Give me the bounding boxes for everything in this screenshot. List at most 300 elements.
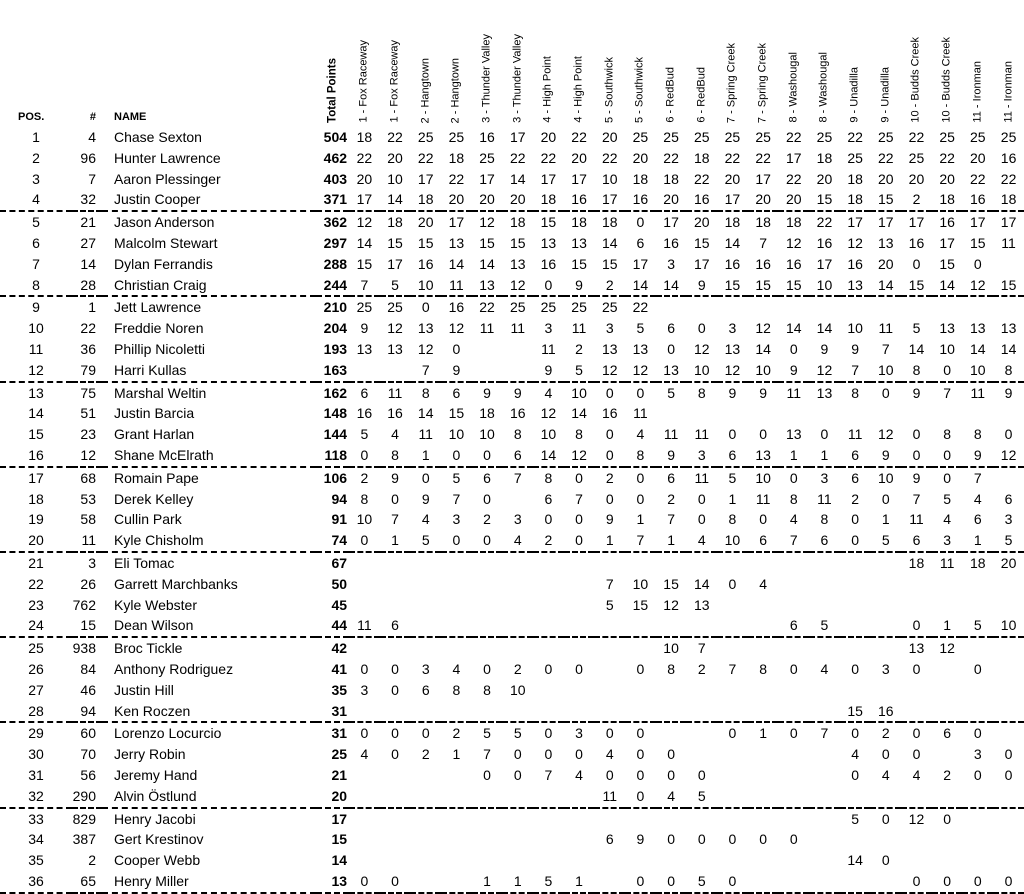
table-row	[0, 467, 1024, 489]
moto-points-cell: 0	[697, 831, 706, 848]
moto-points-cell	[778, 871, 809, 893]
moto-points-cell	[778, 786, 809, 808]
moto-points-cell: 7	[605, 575, 614, 592]
moto-points-cell	[748, 765, 779, 786]
moto-points-cell	[993, 254, 1024, 275]
moto-points-cell: 25	[816, 129, 833, 145]
moto-points-cell: 0	[901, 445, 932, 467]
moto-points-cell: 3	[728, 320, 737, 337]
moto-points-cell	[840, 296, 871, 318]
rider-number-cell: 51	[80, 405, 96, 422]
moto-points-cell: 11	[755, 490, 771, 507]
moto-points-cell: 12	[809, 360, 840, 382]
rider-number-cell: 84	[80, 660, 96, 677]
moto-points-cell: 0	[391, 746, 399, 763]
moto-points-cell	[717, 850, 748, 871]
moto-points-cell: 17	[693, 255, 710, 272]
moto-points-cell: 15	[809, 189, 840, 211]
moto-points-cell: 11	[1001, 234, 1016, 251]
moto-points-cell: 11	[418, 426, 433, 443]
rider-number-cell: 21	[80, 214, 96, 231]
moto-points-cell	[840, 680, 871, 701]
moto-points-cell	[809, 871, 840, 893]
moto-points-cell	[564, 552, 595, 574]
moto-points-cell: 14	[785, 320, 802, 337]
moto-points-cell: 7	[391, 511, 399, 528]
moto-points-cell: 18	[663, 170, 679, 187]
total-points-cell: 148	[323, 405, 348, 422]
moto-points-cell: 0	[483, 490, 491, 507]
rider-name-cell: Dylan Ferrandis	[114, 255, 213, 272]
moto-points-cell: 0	[973, 766, 982, 783]
moto-points-cell: 20	[939, 170, 955, 187]
moto-points-cell	[962, 786, 993, 808]
moto-points-cell	[686, 680, 717, 701]
rider-name-cell: Garrett Marchbanks	[114, 575, 238, 592]
round-header-label: 5 - Southwick	[603, 56, 616, 123]
moto-points-cell: 9	[728, 384, 737, 401]
total-points-cell: 15	[331, 831, 348, 848]
moto-points-cell	[901, 701, 932, 723]
total-points-header-label: Total Points	[326, 58, 339, 123]
moto-points-cell: 0	[636, 725, 645, 742]
moto-points-cell	[717, 808, 748, 830]
moto-points-cell	[349, 637, 380, 659]
total-points-cell: 67	[331, 554, 348, 571]
moto-points-cell: 7	[625, 530, 656, 552]
moto-points-cell: 9	[686, 275, 717, 297]
moto-points-cell: 2	[605, 469, 614, 486]
position-cell: 17	[28, 469, 44, 486]
moto-points-cell	[870, 871, 901, 893]
moto-points-cell	[564, 615, 595, 637]
moto-points-cell: 12	[993, 445, 1024, 467]
position-cell: 30	[28, 746, 44, 763]
moto-points-cell: 16	[479, 129, 495, 145]
moto-points-cell	[472, 786, 503, 808]
moto-points-cell: 3	[452, 511, 461, 528]
rider-number-cell: 762	[72, 596, 96, 613]
moto-points-cell: 5	[360, 426, 369, 443]
moto-points-cell	[625, 850, 656, 871]
moto-points-cell: 14	[1000, 340, 1017, 357]
total-points-cell: 144	[323, 426, 348, 443]
moto-points-cell: 1	[636, 511, 645, 528]
rider-name-cell: Henry Jacobi	[114, 810, 196, 827]
rider-name-cell: Derek Kelley	[114, 490, 194, 507]
moto-points-cell	[962, 701, 993, 723]
moto-points-cell: 17	[663, 214, 679, 231]
moto-points-cell: 8	[820, 511, 829, 528]
rider-number-cell: 22	[80, 320, 96, 337]
moto-points-cell	[748, 808, 779, 830]
moto-points-cell: 4	[636, 426, 645, 443]
moto-points-cell	[656, 680, 687, 701]
moto-points-cell: 2	[533, 530, 564, 552]
moto-points-cell	[932, 680, 963, 701]
moto-points-cell	[778, 744, 809, 765]
position-cell: 35	[28, 852, 44, 869]
moto-points-cell	[778, 296, 809, 318]
moto-points-cell: 5	[410, 530, 441, 552]
moto-points-cell: 16	[564, 189, 595, 211]
moto-points-cell: 12	[908, 810, 925, 827]
moto-points-cell	[962, 808, 993, 830]
rider-number-cell: 290	[72, 786, 102, 808]
moto-points-cell: 11	[970, 384, 986, 401]
moto-points-cell: 3	[575, 725, 583, 742]
moto-points-cell	[533, 701, 564, 723]
moto-points-cell	[809, 829, 840, 850]
position-cell: 31	[28, 766, 44, 783]
moto-points-cell: 9	[391, 469, 399, 486]
moto-points-cell: 22	[693, 170, 710, 187]
moto-points-cell	[778, 680, 809, 701]
moto-points-cell: 13	[693, 596, 710, 613]
moto-points-cell: 17	[448, 214, 465, 231]
moto-points-cell: 1	[932, 615, 963, 637]
moto-points-cell: 10	[993, 615, 1024, 637]
moto-points-cell	[380, 552, 411, 574]
moto-points-cell: 1	[502, 871, 533, 893]
position-cell: 28	[0, 701, 72, 723]
moto-points-cell: 1	[594, 530, 625, 552]
round-header	[962, 0, 993, 127]
moto-points-cell: 6	[421, 681, 430, 698]
rider-number-cell: 56	[80, 766, 96, 783]
table-row	[0, 615, 1024, 637]
moto-points-cell: 0	[656, 871, 687, 893]
moto-points-cell	[809, 808, 840, 830]
moto-points-cell: 7	[349, 275, 380, 297]
moto-points-cell	[748, 701, 779, 723]
position-cell: 24	[0, 615, 72, 637]
moto-points-cell: 12	[387, 320, 403, 337]
moto-points-cell	[993, 786, 1024, 808]
moto-points-cell	[778, 765, 809, 786]
moto-points-cell	[932, 829, 963, 850]
moto-points-cell: 0	[881, 490, 890, 507]
position-cell: 20	[0, 530, 72, 552]
table-row	[0, 296, 1024, 318]
moto-points-cell	[962, 637, 993, 659]
moto-points-cell: 18	[993, 189, 1024, 211]
rider-number-cell: 23	[80, 426, 96, 443]
moto-points-cell: 12	[594, 360, 625, 382]
moto-points-cell: 8	[697, 384, 706, 401]
moto-points-cell: 0	[441, 445, 472, 467]
table-row	[0, 530, 1024, 552]
position-cell: 11	[28, 340, 44, 357]
moto-points-cell: 8	[789, 490, 798, 507]
moto-points-cell: 7	[513, 469, 522, 486]
rider-number-cell: 28	[72, 275, 102, 297]
moto-points-cell: 0	[625, 786, 656, 808]
moto-points-cell: 18	[847, 170, 863, 187]
position-cell: 34	[28, 831, 44, 848]
moto-points-cell: 3	[360, 681, 369, 698]
moto-points-cell: 2	[697, 660, 706, 677]
rider-name-cell: Chase Sexton	[114, 129, 202, 145]
moto-points-cell: 25	[693, 129, 710, 145]
moto-points-cell	[349, 765, 380, 786]
moto-points-cell: 18	[755, 214, 771, 231]
moto-points-cell: 25	[908, 149, 925, 166]
moto-points-cell: 8	[483, 681, 491, 698]
moto-points-cell	[840, 637, 871, 659]
round-header	[778, 0, 809, 127]
moto-points-cell	[932, 786, 963, 808]
moto-points-cell	[748, 615, 779, 637]
moto-points-cell: 0	[881, 746, 890, 763]
rider-number-cell: 14	[80, 255, 96, 272]
moto-points-cell: 15	[601, 255, 618, 272]
round-header	[686, 0, 717, 127]
rider-name-cell: Anthony Rodriguez	[114, 660, 234, 677]
moto-points-cell: 5	[636, 320, 645, 337]
round-header-label: 10 - Budds Creek	[940, 37, 953, 123]
moto-points-cell: 6	[748, 530, 779, 552]
moto-points-cell: 0	[605, 490, 614, 507]
moto-points-cell: 11	[541, 340, 556, 357]
moto-points-cell	[656, 403, 687, 424]
moto-points-cell	[380, 595, 411, 616]
moto-points-cell: 14	[724, 234, 741, 251]
round-header	[870, 0, 901, 127]
moto-points-cell	[472, 574, 503, 595]
total-points-cell: 162	[323, 384, 348, 401]
moto-points-cell: 0	[575, 511, 583, 528]
position-cell: 13	[28, 384, 44, 401]
moto-points-cell	[962, 829, 993, 850]
moto-points-cell: 0	[636, 384, 645, 401]
moto-points-cell	[993, 403, 1024, 424]
table-row	[0, 659, 1024, 680]
moto-points-cell	[564, 786, 595, 808]
moto-points-cell: 16	[417, 255, 434, 272]
moto-points-cell: 12	[717, 360, 748, 382]
moto-points-cell: 17	[540, 170, 557, 187]
position-cell: 3	[32, 170, 40, 187]
moto-points-cell: 4	[391, 426, 399, 443]
moto-points-cell: 0	[728, 575, 737, 592]
round-header	[901, 0, 932, 127]
moto-points-cell: 6	[360, 384, 369, 401]
moto-points-cell	[472, 595, 503, 616]
moto-points-cell	[441, 615, 472, 637]
moto-points-cell	[748, 403, 779, 424]
moto-points-cell	[870, 574, 901, 595]
moto-points-cell	[870, 595, 901, 616]
table-row	[0, 850, 1024, 871]
moto-points-cell: 18	[632, 170, 649, 187]
rider-name-cell: Henry Miller	[102, 871, 316, 893]
moto-points-cell: 9	[636, 831, 645, 848]
table-row	[0, 552, 1024, 574]
standings-body	[0, 127, 1024, 893]
moto-points-cell: 4	[686, 530, 717, 552]
round-header	[932, 0, 963, 127]
moto-points-cell: 25	[417, 129, 434, 145]
moto-points-cell	[441, 765, 472, 786]
moto-points-cell: 0	[789, 725, 798, 742]
moto-points-cell	[901, 829, 932, 850]
position-cell: 18	[28, 490, 44, 507]
total-points-cell: 94	[331, 490, 348, 507]
moto-points-cell	[778, 552, 809, 574]
position-cell: 21	[28, 554, 44, 571]
moto-points-cell: 0	[932, 445, 963, 467]
moto-points-cell	[472, 360, 503, 382]
moto-points-cell	[472, 339, 503, 360]
moto-points-cell: 16	[816, 234, 833, 251]
moto-points-cell	[840, 871, 871, 893]
moto-points-cell	[809, 574, 840, 595]
rider-name-cell: Eli Tomac	[114, 554, 175, 571]
moto-points-cell	[533, 637, 564, 659]
moto-points-cell	[748, 552, 779, 574]
moto-points-cell	[656, 552, 687, 574]
rider-name-cell: Justin Hill	[114, 681, 174, 698]
rider-number-cell: 1	[88, 299, 96, 316]
moto-points-cell: 14	[932, 275, 963, 297]
moto-points-cell: 0	[697, 490, 706, 507]
moto-points-cell: 17	[847, 214, 863, 231]
moto-points-cell	[502, 360, 533, 382]
moto-points-cell: 8	[973, 426, 982, 443]
moto-points-cell: 22	[509, 149, 526, 166]
round-header	[472, 0, 503, 127]
moto-points-cell	[502, 552, 533, 574]
moto-points-cell: 17	[479, 170, 495, 187]
moto-points-cell: 16	[509, 405, 526, 422]
moto-points-cell: 17	[717, 189, 748, 211]
moto-points-cell	[717, 403, 748, 424]
rider-number-cell: 26	[80, 575, 96, 592]
total-points-cell: 193	[323, 340, 348, 357]
moto-points-cell: 1	[962, 530, 993, 552]
moto-points-cell: 10	[809, 275, 840, 297]
round-header	[809, 0, 840, 127]
moto-points-cell: 15	[571, 255, 587, 272]
moto-points-cell: 13	[748, 445, 779, 467]
position-cell: 2	[32, 149, 40, 166]
rider-name-cell: Cooper Webb	[114, 852, 201, 869]
moto-points-cell: 18	[533, 189, 564, 211]
moto-points-cell: 4	[656, 786, 687, 808]
moto-points-cell: 17	[755, 170, 771, 187]
moto-points-cell: 11	[510, 320, 525, 337]
moto-points-cell: 0	[513, 746, 522, 763]
rider-number-cell: 94	[72, 701, 102, 723]
table-row	[0, 254, 1024, 275]
moto-points-cell: 7	[575, 490, 583, 507]
moto-points-cell	[533, 552, 564, 574]
moto-points-cell	[410, 850, 441, 871]
moto-points-cell	[932, 701, 963, 723]
moto-points-cell	[717, 680, 748, 701]
moto-points-cell: 8	[575, 426, 583, 443]
moto-points-cell: 11	[663, 426, 679, 443]
moto-points-cell: 8	[851, 384, 860, 401]
header-row	[0, 0, 1024, 127]
rider-number-cell: 68	[80, 469, 96, 486]
moto-points-cell: 2	[943, 766, 952, 783]
moto-points-cell	[441, 701, 472, 723]
table-row	[0, 701, 1024, 723]
moto-points-cell: 8	[544, 469, 553, 486]
moto-points-cell: 12	[847, 234, 863, 251]
moto-points-cell: 5	[533, 871, 564, 893]
rider-name-cell: Kyle Chisholm	[102, 530, 316, 552]
moto-points-cell: 0	[667, 766, 675, 783]
moto-points-cell: 10	[870, 360, 901, 382]
moto-points-cell	[717, 786, 748, 808]
moto-points-cell: 22	[663, 149, 679, 166]
moto-points-cell: 16	[356, 405, 373, 422]
moto-points-cell: 13	[387, 340, 403, 357]
moto-points-cell: 22	[479, 299, 495, 316]
moto-points-cell	[962, 680, 993, 701]
moto-points-cell	[870, 403, 901, 424]
position-cell: 10	[28, 320, 44, 337]
rider-number-cell: 60	[80, 725, 96, 742]
moto-points-cell: 6	[502, 445, 533, 467]
moto-points-cell: 25	[479, 149, 495, 166]
moto-points-cell: 8	[759, 660, 767, 677]
moto-points-cell	[594, 659, 625, 680]
moto-points-cell	[901, 403, 932, 424]
moto-points-cell: 11	[878, 320, 894, 337]
moto-points-cell: 10	[479, 426, 495, 443]
table-row	[0, 424, 1024, 445]
moto-points-cell: 15	[901, 275, 932, 297]
moto-points-cell: 0	[472, 445, 503, 467]
moto-points-cell: 0	[973, 725, 982, 742]
moto-points-cell	[748, 680, 779, 701]
moto-points-cell: 15	[448, 405, 465, 422]
moto-points-cell: 5	[943, 490, 952, 507]
moto-points-cell: 16	[601, 405, 618, 422]
moto-points-cell: 0	[605, 426, 614, 443]
moto-points-cell: 0	[483, 660, 491, 677]
moto-points-cell	[410, 637, 441, 659]
moto-points-cell	[410, 871, 441, 893]
moto-points-cell: 0	[391, 725, 399, 742]
moto-points-cell	[901, 574, 932, 595]
moto-points-cell: 3	[973, 746, 982, 763]
moto-points-cell: 13	[816, 384, 833, 401]
round-header-label: 2 - Hangtown	[449, 57, 462, 123]
table-row	[0, 765, 1024, 786]
position-cell: 12	[0, 360, 72, 382]
moto-points-cell: 12	[417, 340, 434, 357]
moto-points-cell	[778, 595, 809, 616]
moto-points-cell	[502, 615, 533, 637]
rider-number-cell: 75	[80, 384, 96, 401]
moto-points-cell: 11	[633, 405, 648, 422]
moto-points-cell	[594, 701, 625, 723]
moto-points-cell: 11	[387, 384, 403, 401]
moto-points-cell: 0	[717, 871, 748, 893]
moto-points-cell: 15	[717, 275, 748, 297]
moto-points-cell: 0	[575, 746, 583, 763]
moto-points-cell: 4	[605, 746, 614, 763]
total-points-cell: 21	[331, 766, 348, 783]
moto-points-cell: 22	[785, 129, 802, 145]
moto-points-cell	[778, 637, 809, 659]
position-cell: 4	[0, 189, 72, 211]
